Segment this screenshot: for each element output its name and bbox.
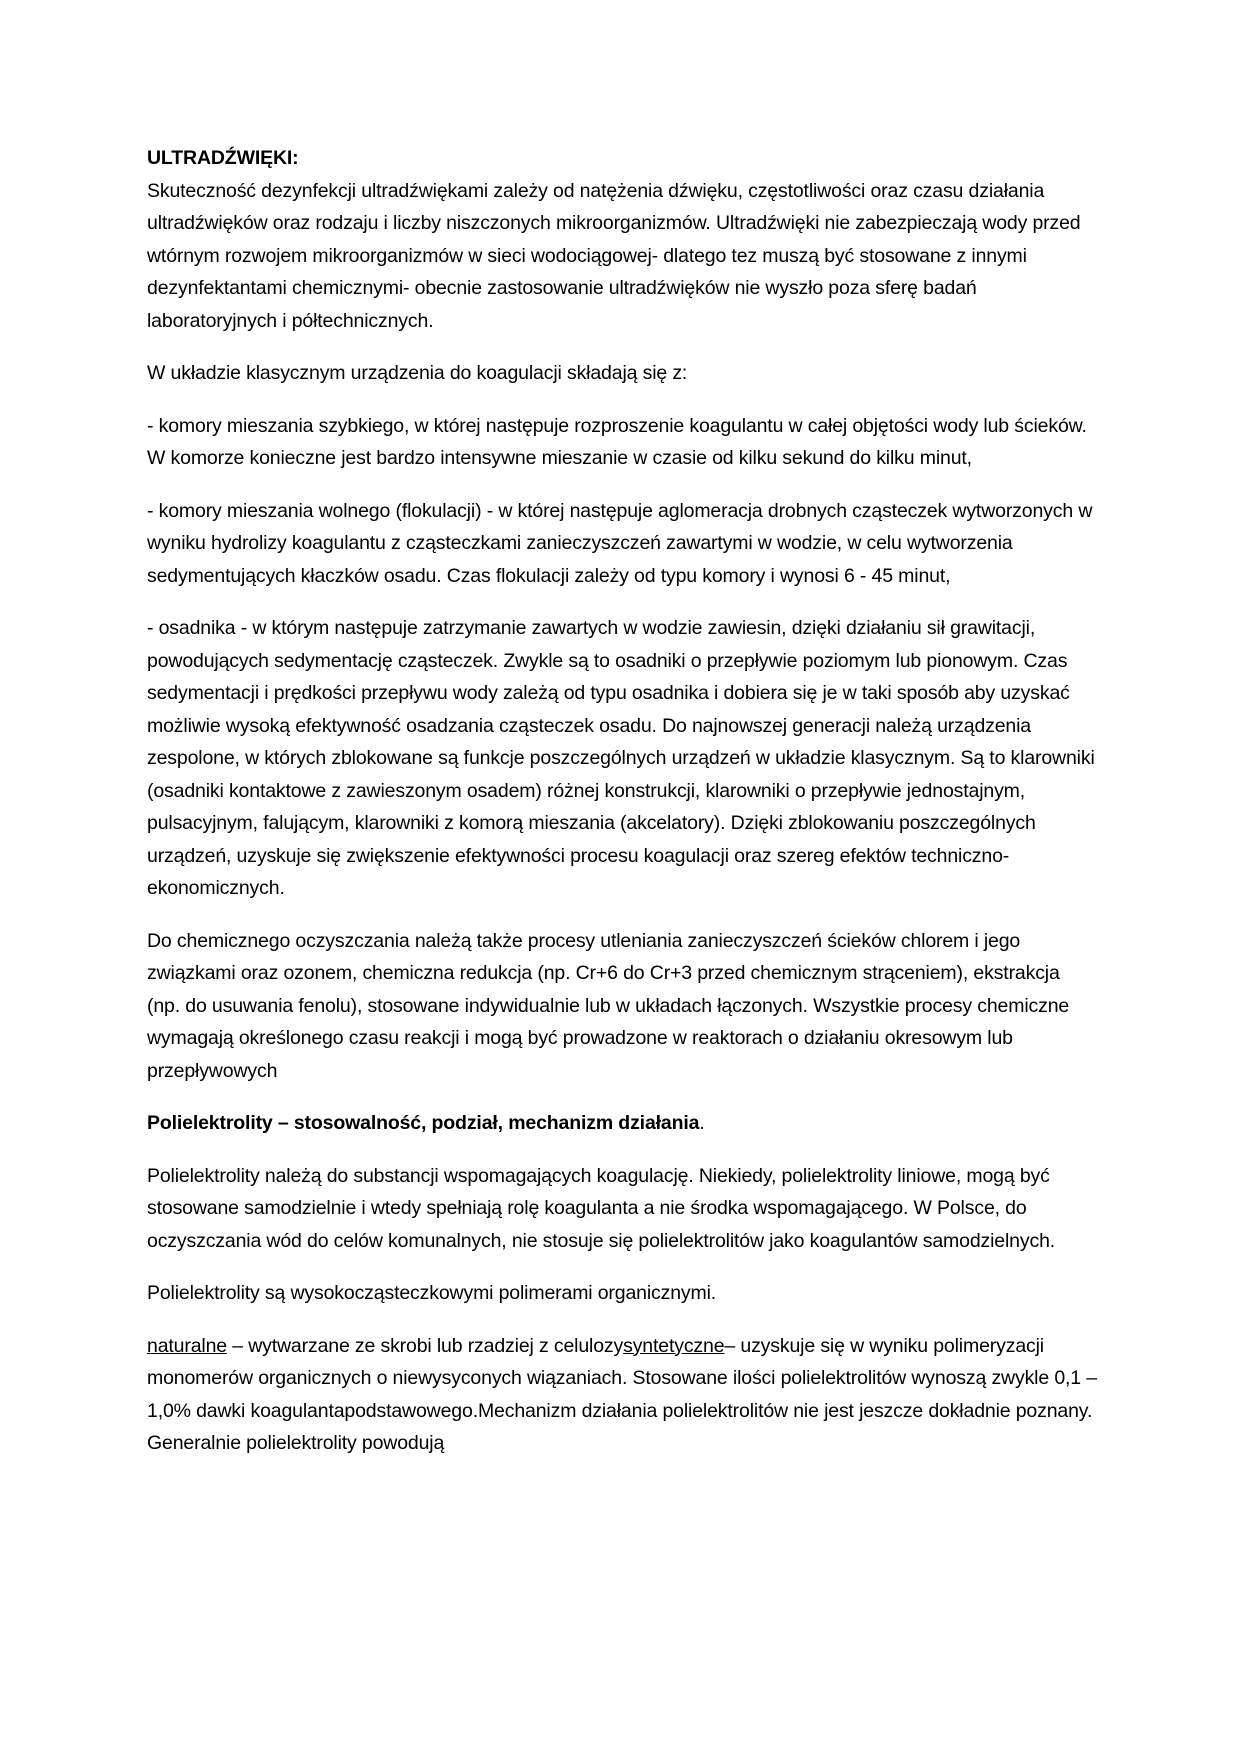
section-heading-ultrasound: ULTRADŹWIĘKI:	[147, 147, 299, 169]
term-natural: naturalne	[147, 1334, 227, 1357]
polyelectrolytes-heading-line	[147, 1107, 1097, 1140]
term-synthetic: syntetyczne	[623, 1334, 725, 1357]
heading-period: .	[699, 1112, 705, 1134]
natural-description: – wytwarzane ze skrobi lub rzadziej z celulozy	[226, 1334, 624, 1357]
paragraph-polyelectrolytes-definition: Polielektrolity są wysokocząsteczkowymi polimerami organicznymi.	[147, 1282, 717, 1304]
paragraph-flocculation-chamber: - komory mieszania wolnego (flokulacji) - w której następuje aglomeracja drobnych cząsteczek wytworzonych w wyniku hydrolizy koagulantu z cząsteczkami zanieczyszczeń zawartymi w wodzie, w celu wytworzenia sedymentujących kłaczków osadu. Czas flokulacji zależy od typu komory i wynosi 6 - 45 minut,	[147, 499, 1093, 587]
paragraph-settler: - osadnika - w którym następuje zatrzymanie zawartych w wodzie zawiesin, dzięki działaniu sił grawitacji, powodujących sedymentację cząsteczek. Zwykle są to osadniki o przepływie poziomym lub pionowym. Czas sedymentacji i prędkości przepływu wody zależą od typu osadnika i dobiera się je w taki sposób aby uzyskać możliwie wysoką efektywność osadzania cząsteczek osadu. Do najnowszej generacji należą urządzenia zespolone, w których zblokowane są funkcje poszczególnych urządzeń w układzie klasycznym. Są to klarowniki (osadniki kontaktowe z zawieszonym osadem) różnej konstrukcji, klarowniki o przepływie jednostajnym, pulsacyjnym, falującym, klarowniki z komorą mieszania (akcelatory). Dzięki zblokowaniu poszczególnych urządzeń, uzyskuje się zwiększenie efektywności procesu koagulacji oraz szereg efektów techniczno-ekonomicznych.	[147, 617, 1095, 899]
section-heading-polyelectrolytes: Polielektrolity – stosowalność, podział, mechanizm działania	[147, 1112, 700, 1134]
paragraph-classic-intro: W układzie klasycznym urządzenia do koagulacji składają się z:	[147, 362, 688, 384]
document-page	[147, 142, 1097, 1480]
paragraph-polyelectrolytes-intro: Polielektrolity należą do substancji wspomagających koagulację. Niekiedy, polielektrolity liniowe, mogą być stosowane samodzielnie i wtedy spełniają rolę koagulanta a nie środka wspomagającego. W Polsce, do oczyszczania wód do celów komunalnych, nie stosuje się polielektrolitów jako koagulantów samodzielnych.	[147, 1164, 1056, 1252]
synthetic-description: – uzyskuje się w wyniku polimeryzacji monomerów organicznych o niewysyconych wiązaniach. Stosowane ilości polielektrolitów wynoszą zwykle 0,1 – 1,0% dawki koagulantapodstawowego.Mechanizm działania polielektrolitów nie jest jeszcze dokładnie poznany. Generalnie polielektrolity powodują	[147, 1334, 1097, 1454]
paragraph-ultrasound: Skuteczność dezynfekcji ultradźwiękami zależy od natężenia dźwięku, częstotliwości oraz czasu działania ultradźwięków oraz rodzaju i liczby niszczonych mikroorganizmów. Ultradźwięki nie zabezpieczają wody przed wtórnym rozwojem mikroorganizmów w sieci wodociągowej- dlatego tez muszą być stosowane z innymi dezynfektantami chemicznymi- obecnie zastosowanie ultradźwięków nie wyszło poza sferę badań laboratoryjnych i półtechnicznych.	[147, 179, 1081, 332]
paragraph-rapid-mix-chamber: - komory mieszania szybkiego, w której następuje rozproszenie koagulantu w całej objętości wody lub ścieków. W komorze konieczne jest bardzo intensywne mieszanie w czasie od kilku sekund do kilku minut,	[147, 414, 1087, 469]
paragraph-polyelectrolytes-types	[147, 1330, 1097, 1460]
ultrasound-section	[147, 142, 1097, 337]
paragraph-chemical-treatment: Do chemicznego oczyszczania należą także procesy utleniania zanieczyszczeń ścieków chlorem i jego związkami oraz ozonem, chemiczna redukcja (np. Cr+6 do Cr+3 przed chemicznym strąceniem), ekstrakcja (np. do usuwania fenolu), stosowane indywidualnie lub w układach łączonych. Wszystkie procesy chemiczne wymagają określonego czasu reakcji i mogą być prowadzone w reaktorach o działaniu okresowym lub przepływowych	[147, 929, 1070, 1082]
